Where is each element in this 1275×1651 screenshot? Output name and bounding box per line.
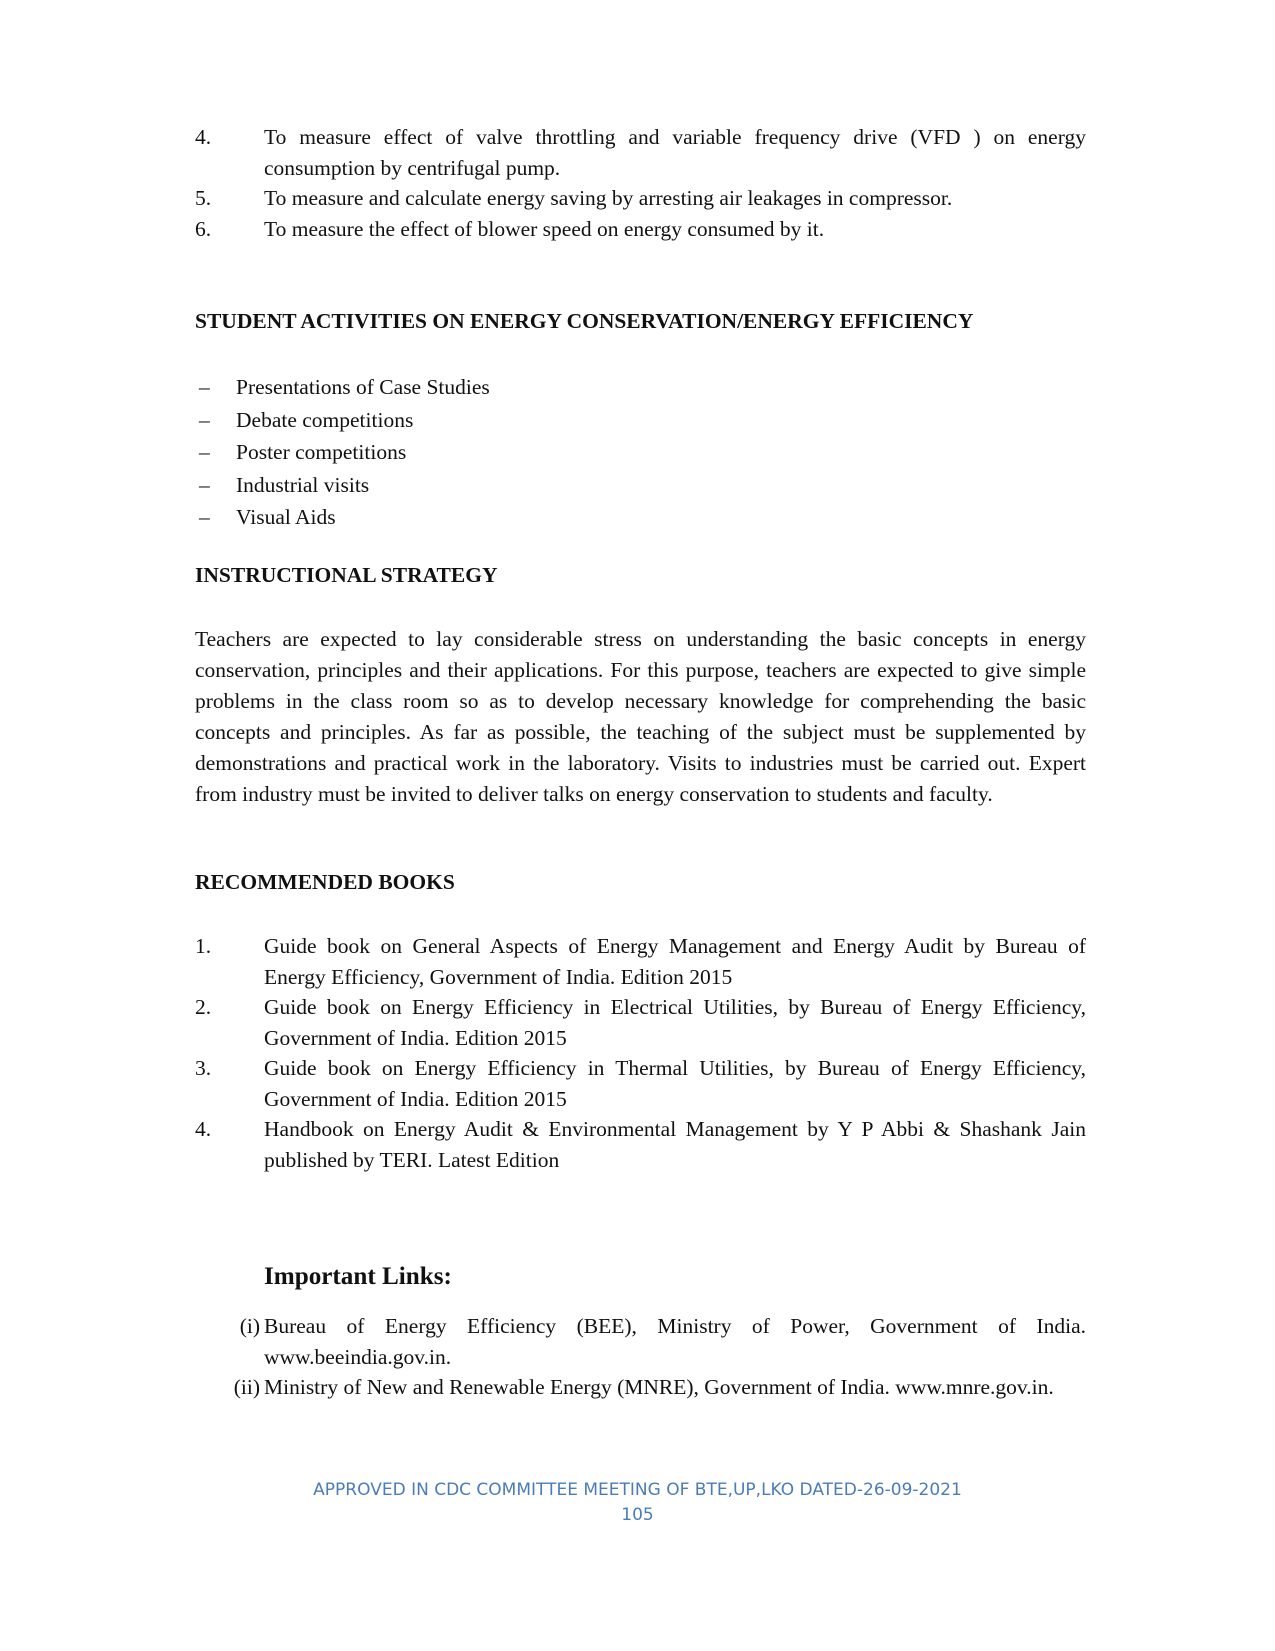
list-item	[195, 1372, 1086, 1403]
list-item	[195, 469, 490, 502]
list-item	[195, 931, 1086, 992]
item-text: To measure the effect of blower speed on energy consumed by it.	[264, 216, 825, 241]
item-number: 3.	[195, 1056, 212, 1080]
item-text: Ministry of New and Renewable Energy (MNRE), Government of India. www.mnre.gov.in.	[264, 1375, 1054, 1399]
important-links-heading: Important Links:	[264, 1263, 452, 1290]
strategy-heading: INSTRUCTIONAL STRATEGY	[195, 563, 498, 587]
books-list	[195, 931, 1086, 1175]
links-list	[195, 1311, 1086, 1403]
item-text: Visual Aids	[236, 505, 336, 529]
item-number: (ii)	[233, 1375, 260, 1399]
dash-bullet: –	[199, 440, 210, 464]
item-number: 2.	[195, 995, 212, 1019]
item-number: 5.	[195, 186, 212, 210]
item-number: 4.	[195, 1117, 212, 1141]
item-text: Debate competitions	[236, 407, 414, 432]
activities-list	[195, 371, 490, 534]
list-item	[195, 1114, 1086, 1175]
books-heading: RECOMMENDED BOOKS	[195, 870, 455, 894]
dash-bullet: –	[199, 505, 210, 529]
list-item	[195, 992, 1086, 1053]
list-item	[195, 436, 490, 469]
item-text: Bureau of Energy Efficiency (BEE), Ministry of Power, Government of India. www.beeindia.gov.in.	[264, 1314, 1086, 1369]
item-number: (i)	[239, 1314, 260, 1338]
strategy-paragraph: Teachers are expected to lay considerable stress on understanding the basic concepts in energy conservation, principles and their applications. For this purpose, teachers are expected to give simple problems in the class room so as to develop necessary knowledge for comprehending the basic concepts and principles. As far as possible, the teaching of the subject must be supplemented by demonstrations and practical work in the laboratory. Visits to industries must be carried out. Expert from industry must be invited to deliver talks on energy conservation to students and faculty.	[195, 627, 1086, 806]
dash-bullet: –	[199, 407, 210, 432]
experiment-list	[195, 122, 1086, 244]
item-text: Guide book on Energy Efficiency in Thermal Utilities, by Bureau of Energy Efficiency, Government of India. Edition 2015	[264, 1056, 1086, 1111]
item-number: 6.	[195, 216, 212, 241]
item-text: Guide book on General Aspects of Energy Management and Energy Audit by Bureau of Energy Efficiency, Government of India. Edition 2015	[264, 934, 1086, 989]
item-text: To measure effect of valve throttling and variable frequency drive (VFD ) on energy consumption by centrifugal pump.	[264, 125, 1086, 180]
item-text: Industrial visits	[236, 472, 370, 497]
list-item	[195, 1053, 1086, 1114]
dash-bullet: –	[199, 375, 210, 399]
item-text: Poster competitions	[236, 440, 407, 464]
dash-bullet: –	[199, 472, 210, 497]
approval-footer: APPROVED IN CDC COMMITTEE MEETING OF BTE,UP,LKO DATED-26-09-2021	[313, 1480, 962, 1500]
list-item	[195, 501, 490, 534]
activities-heading: STUDENT ACTIVITIES ON ENERGY CONSERVATION/ENERGY EFFICIENCY	[195, 309, 974, 333]
list-item	[195, 371, 490, 404]
page-number: 105	[621, 1505, 654, 1525]
item-text: Handbook on Energy Audit & Environmental Management by Y P Abbi & Shashank Jain published by TERI. Latest Edition	[264, 1117, 1086, 1172]
item-text: To measure and calculate energy saving by arresting air leakages in compressor.	[264, 186, 953, 210]
item-number: 1.	[195, 934, 212, 958]
item-text: Presentations of Case Studies	[236, 375, 490, 399]
list-item	[195, 122, 1086, 183]
item-text: Guide book on Energy Efficiency in Electrical Utilities, by Bureau of Energy Efficiency, Government of India. Edition 2015	[264, 995, 1086, 1050]
list-item	[195, 214, 1086, 245]
item-number: 4.	[195, 125, 212, 149]
list-item	[195, 183, 1086, 214]
list-item	[195, 404, 490, 437]
list-item	[195, 1311, 1086, 1372]
